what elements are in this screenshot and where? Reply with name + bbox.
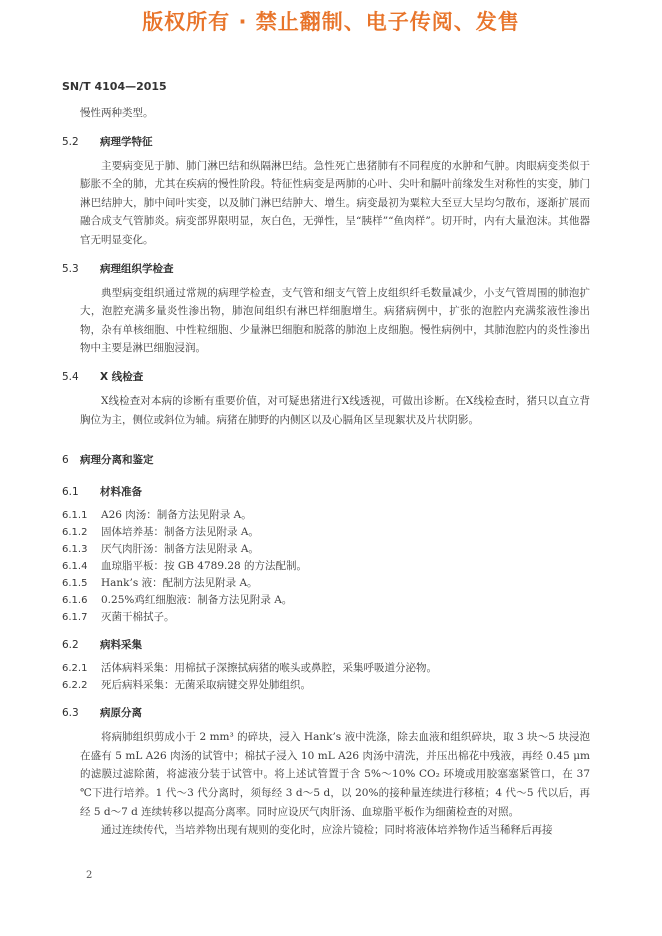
item-number: 6.2.1 bbox=[62, 663, 88, 675]
item-number: 6.2.2 bbox=[62, 680, 88, 692]
item-text: 0.25%鸡红细胞液：制备方法见附录 A。 bbox=[101, 594, 293, 607]
section-title: 病理分离和鉴定 bbox=[80, 454, 154, 467]
list-item bbox=[62, 677, 590, 694]
item-text: 血琼脂平板：按 GB 4789.28 的方法配制。 bbox=[101, 560, 308, 573]
item-text: 灭菌干棉拭子。 bbox=[101, 611, 175, 624]
item-number: 6.1.2 bbox=[62, 527, 88, 539]
sampling-list bbox=[62, 660, 590, 694]
materials-list bbox=[62, 507, 590, 626]
section-6-2-heading bbox=[62, 636, 590, 654]
section-number: 5.3 bbox=[62, 262, 79, 275]
list-item bbox=[62, 507, 590, 524]
section-number: 6 bbox=[62, 454, 69, 467]
section-5-2-heading bbox=[62, 133, 590, 151]
standard-code: SN/T 4104—2015 bbox=[62, 80, 167, 93]
section-number: 6.1 bbox=[62, 486, 79, 499]
section-5-3-text: 典型病变组织通过常规的病理学检查，支气管和细支气管上皮组织纤毛数量减少，小支气管周围的肺泡扩大，泡腔充满多量炎性渗出物，肺泡间组织有淋巴样细胞增生。病猪病例中，扩张的泡腔内充满浆液性渗出物，杂有单核细胞、中性粒细胞、少量淋巴细胞和脱落的肺泡上皮细胞。慢性病例中，其肺泡腔内的炎性渗出物中主要是淋巴细胞浸润。 bbox=[80, 286, 590, 355]
page-number: 2 bbox=[86, 870, 93, 881]
intro-line: 慢性两种类型。 bbox=[80, 107, 154, 119]
list-item bbox=[62, 541, 590, 558]
item-number: 6.1.7 bbox=[62, 612, 88, 624]
section-5-4-heading bbox=[62, 368, 590, 386]
item-text: A26 肉汤：制备方法见附录 A。 bbox=[101, 509, 252, 522]
section-5-4-text: X线检查对本病的诊断有重要价值，对可疑患猪进行X线透视，可做出诊断。在X线检查时，猪只以直立背胸位为主，侧位或斜位为辅。病猪在肺野的内侧区以及心膈角区呈现絮状及片状阴影。 bbox=[80, 394, 590, 426]
item-number: 6.1.4 bbox=[62, 561, 88, 573]
section-5-3-heading bbox=[62, 260, 590, 278]
item-number: 6.1.6 bbox=[62, 595, 88, 607]
watermark-banner: 版权所有 · 禁止翻制、电子传阅、发售 bbox=[142, 10, 520, 34]
item-text: 死后病料采集：无菌采取病键交界处肺组织。 bbox=[101, 679, 311, 692]
list-item bbox=[62, 575, 590, 592]
section-title: 材料准备 bbox=[100, 486, 142, 499]
item-text: 厌气肉肝汤：制备方法见附录 A。 bbox=[101, 543, 259, 556]
list-item bbox=[62, 524, 590, 541]
item-text: Hank’s 液：配制方法见附录 A。 bbox=[101, 577, 258, 590]
section-title: X 线检查 bbox=[100, 370, 144, 383]
item-text: 活体病料采集：用棉拭子深擦拭病猪的喉头或鼻腔，采集呼吸道分泌物。 bbox=[101, 662, 437, 675]
section-6-3-heading bbox=[62, 704, 590, 722]
section-title: 病料采集 bbox=[100, 639, 142, 652]
section-6-3-text: 将病肺组织剪成小于 2 mm³ 的碎块，浸入 Hank’s 液中洗涤，除去血液和组织碎块，取 3 块～5 块浸泡在盛有 5 mL A26 肉汤的试管中；棉拭子浸入 10 mL A26 肉汤中清洗，并压出棉花中残液，再经 0.45 μm 的滤膜过滤除菌，将滤液分装于试管中。将上述试管置于含 5%～10% CO₂ 环境或用胶塞塞紧管口，在 37 ℃下进行培养。1 代～3 代分离时，须每经 3 d～5 d，以 20%的接种量连续进行移植；4 代～5 代以后，再经 5 d～7 d 连续转移以提高分离率。同时应设厌气肉肝汤、血琼脂平板作为细菌检查的对照。 bbox=[80, 731, 590, 818]
section-6-3-text-continued: 通过连续传代，当培养物出现有规则的变化时，应涂片镜检；同时将液体培养物作适当稀释后再接 bbox=[101, 824, 553, 837]
section-number: 6.3 bbox=[62, 707, 79, 720]
section-5-2-text: 主要病变见于肺、肺门淋巴结和纵隔淋巴结。急性死亡患猪肺有不同程度的水肿和气肿。肉眼病变类似于膨胀不全的肺，尤其在疾病的慢性阶段。特征性病变是两肺的心叶、尖叶和膈叶前缘发生对称性的实变，肺门淋巴结肿大，肺中间叶实变，以及肺门淋巴结肿大、增生。病变最初为粟粒大至豆大呈均匀散布，逐渐扩展而融合成支气管肺炎。病变部界限明显，灰白色，无弹性，呈“胰样”“鱼肉样”。切开时，内有大量泡沫。其他器官无明显变化。 bbox=[80, 159, 590, 246]
item-text: 固体培养基：制备方法见附录 A。 bbox=[101, 526, 259, 539]
item-number: 6.1.3 bbox=[62, 544, 88, 556]
section-number: 6.2 bbox=[62, 639, 79, 652]
list-item bbox=[62, 660, 590, 677]
section-title: 病原分离 bbox=[100, 707, 142, 720]
document-body bbox=[62, 104, 590, 840]
list-item bbox=[62, 609, 590, 626]
section-6-1-heading bbox=[62, 483, 590, 501]
section-6-heading bbox=[62, 451, 590, 469]
list-item bbox=[62, 558, 590, 575]
section-title: 病理组织学检查 bbox=[100, 262, 174, 275]
section-title: 病理学特征 bbox=[100, 135, 153, 148]
section-number: 5.2 bbox=[62, 135, 79, 148]
item-number: 6.1.1 bbox=[62, 510, 88, 522]
section-number: 5.4 bbox=[62, 370, 79, 383]
item-number: 6.1.5 bbox=[62, 578, 88, 590]
list-item bbox=[62, 592, 590, 609]
